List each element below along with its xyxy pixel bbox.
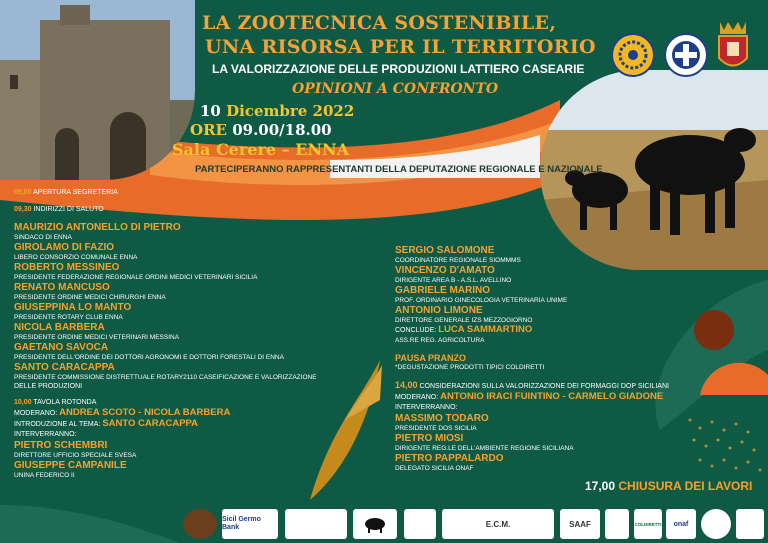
moderano-right-row (395, 392, 695, 403)
conclude-label: CONCLUDE: (395, 327, 437, 334)
sponsor-logo-5 (404, 509, 436, 539)
intro-name: SANTO CARACAPPA (102, 418, 199, 429)
speaker-name: PIETRO PAPPALARDO (395, 453, 504, 464)
sponsor-logo-3 (285, 509, 347, 539)
title-line-1: LA ZOOTECNICA SOSTENIBILE, (202, 12, 557, 34)
speaker-role: PROF. ORDINARIO GINECOLOGIA VETERINARIA UNIME (395, 297, 568, 304)
enna-crest-icon (716, 18, 750, 73)
speaker-role: PRESIDENTE ROTARY CLUB ENNA (14, 314, 123, 321)
chiusura-text: CHIUSURA DEI LAVORI (618, 479, 753, 493)
speaker-role: LIBERO CONSORZIO COMUNALE ENNA (14, 254, 138, 261)
speaker-role: DELEGATO SICILIA ONAF (395, 465, 474, 472)
interverranno-label: INTERVERRANNO: (14, 431, 77, 438)
venue: Sala Cerere – ENNA (172, 140, 350, 159)
speaker-name: GABRIELE MARINO (395, 285, 490, 296)
speaker-name: PIETRO SCHEMBRI (14, 440, 108, 451)
sponsor-logo-onaf: onaf (666, 509, 696, 539)
speaker-role: SINDACO DI ENNA (14, 234, 72, 241)
saluto-text: INDIRIZZI DI SALUTO (33, 206, 104, 213)
moderano-right-names: ANTONIO IRACI FUINTINO - CARMELO GIADONE (440, 391, 664, 402)
speaker-role: DIRETTORE UFFICIO SPECIALE SVESA (14, 452, 137, 459)
speaker-name: MAURIZIO ANTONELLO DI PIETRO (14, 222, 181, 233)
apertura-row (14, 188, 334, 198)
conclude-name: LUCA SAMMARTINO (438, 324, 533, 335)
speaker-role: PRESIDENTE FEDERAZIONE REGIONALE ORDINI MEDICI VETERINARI SICILIA (14, 274, 258, 281)
rotary-emblem-icon (611, 33, 655, 77)
speaker-role: DIRETTORE GENERALE IZS MEZZOGIORNO (395, 317, 533, 324)
program-left (14, 188, 334, 480)
conclude-role: ASS.RE REG. AGRICOLTURA (395, 337, 485, 344)
veterinary-emblem-icon (664, 33, 708, 77)
moderano-right-label: MODERANO: (395, 394, 439, 401)
opinioni-heading: OPINIONI A CONFRONTO (292, 81, 499, 97)
apertura-text: APERTURA SEGRETERIA (33, 189, 118, 196)
time-value: 09.00/18.00 (232, 121, 332, 139)
speaker-name: GIROLAMO DI FAZIO (14, 242, 114, 253)
sponsor-logo-coldiretti: COLDIRETTI (634, 509, 662, 539)
speaker-name: MASSIMO TODARO (395, 413, 489, 424)
speaker-role: DIRIGENTE AREA B - A.S.L. AVELLINO (395, 277, 512, 284)
speaker-name: PIETRO MIOSI (395, 433, 464, 444)
speaker-name: NICOLA BARBERA (14, 322, 105, 333)
delle-produzioni: DELLE PRODUZIONI (14, 383, 83, 390)
speaker-role: PRESIDENTE ORDINE MEDICI CHIRURGHI ENNA (14, 294, 166, 301)
speaker-role: PRESIDENTE DELL'ORDINE DEI DOTTORI AGRONOMI E DOTTORI FORESTALI DI ENNA (14, 354, 284, 361)
conclude-row (395, 325, 695, 336)
speaker-name: VINCENZO D'AMATO (395, 265, 495, 276)
speaker-role: PRESIDENTE ORDINE MEDICI VETERINARI MESSINA (14, 334, 180, 341)
speaker-name: GAETANO SAVOCA (14, 342, 109, 353)
speaker-name: SERGIO SALOMONE (395, 245, 495, 256)
moderano-label: MODERANO: (14, 410, 58, 417)
subtitle: LA VALORIZZAZIONE DELLE PRODUZIONI LATTIERO CASEARIE (212, 62, 585, 76)
saluto-row (14, 205, 334, 215)
date-day: 10 (200, 102, 221, 120)
church-photo (0, 0, 195, 180)
chiusura-row (585, 479, 752, 493)
sponsor-logo-1 (183, 509, 217, 539)
sponsor-logo-sicil: Sicil Germo Bank (222, 509, 278, 539)
speaker-role: PRESIDENTE COMMISSIONE DISTRETTUALE ROTARY2110 CASEIFICAZIONE E VALORIZZAZIONE (14, 374, 317, 381)
moderano-names: ANDREA SCOTO - NICOLA BARBERA (59, 407, 231, 418)
intro-label: INTRODUZIONE AL TEMA: (14, 421, 101, 428)
intro-row (14, 419, 334, 430)
speaker-name: GIUSEPPE CAMPANILE (14, 460, 127, 471)
sponsor-logo-11 (701, 509, 731, 539)
speakers-list (14, 222, 334, 382)
title-line-2: UNA RISORSA PER IL TERRITORIO (205, 36, 596, 58)
degustazione: *DEGUSTAZIONE PRODOTTI TIPICI COLDIRETTI (395, 364, 545, 371)
tavola-time: 10,00 (14, 399, 32, 406)
cons-text: CONSIDERAZIONI SULLA VALORIZZAZIONE DEI FORMAGGI DOP SICILIANI (419, 383, 669, 390)
sponsor-logo-8 (605, 509, 629, 539)
event-time (190, 121, 332, 139)
sponsor-logo-ecm: E.C.M. (442, 509, 554, 539)
tavola-text: TAVOLA ROTONDA (33, 399, 97, 406)
cons-time: 14,00 (395, 380, 418, 390)
apertura-time: 09,00 (14, 189, 32, 196)
event-date (200, 102, 354, 120)
speakers-list-2 (14, 440, 334, 480)
program-right (395, 245, 695, 473)
sponsor-logo-saaf: SAAF (560, 509, 600, 539)
speaker-role: COORDINATORE REGIONALE SIOMMMS (395, 257, 521, 264)
time-label: ORE (190, 121, 227, 139)
speakers-list-right-2 (395, 413, 695, 473)
speaker-name: RENATO MANCUSO (14, 282, 110, 293)
sponsor-logo-12 (736, 509, 764, 539)
interverranno-right-label: INTERVERRANNO: (395, 404, 458, 411)
speaker-name: ROBERTO MESSINEO (14, 262, 120, 273)
speaker-role: UNINA FEDERICO II (14, 472, 75, 479)
speakers-list-right (395, 245, 695, 325)
saluto-time: 09,30 (14, 206, 32, 213)
sponsor-logo-cow (353, 509, 397, 539)
speaker-role: DIRIGENTE REG.LE DELL'AMBIENTE REGIONE SICILIANA (395, 445, 574, 452)
chiusura-time: 17,00 (585, 479, 616, 493)
speaker-name: GIUSEPPINA LO MANTO (14, 302, 132, 313)
speaker-name: SANTO CARACAPPA (14, 362, 115, 373)
date-month: Dicembre 2022 (226, 102, 355, 120)
partecipano-note: PARTECIPERANNO RAPPRESENTANTI DELLA DEPUTAZIONE REGIONALE E NAZIONALE (195, 164, 603, 175)
pausa-pranzo: PAUSA PRANZO (395, 353, 467, 363)
speaker-role: PRESIDENTE DOS SICILIA (395, 425, 477, 432)
speaker-name: ANTONIO LIMONE (395, 305, 483, 316)
